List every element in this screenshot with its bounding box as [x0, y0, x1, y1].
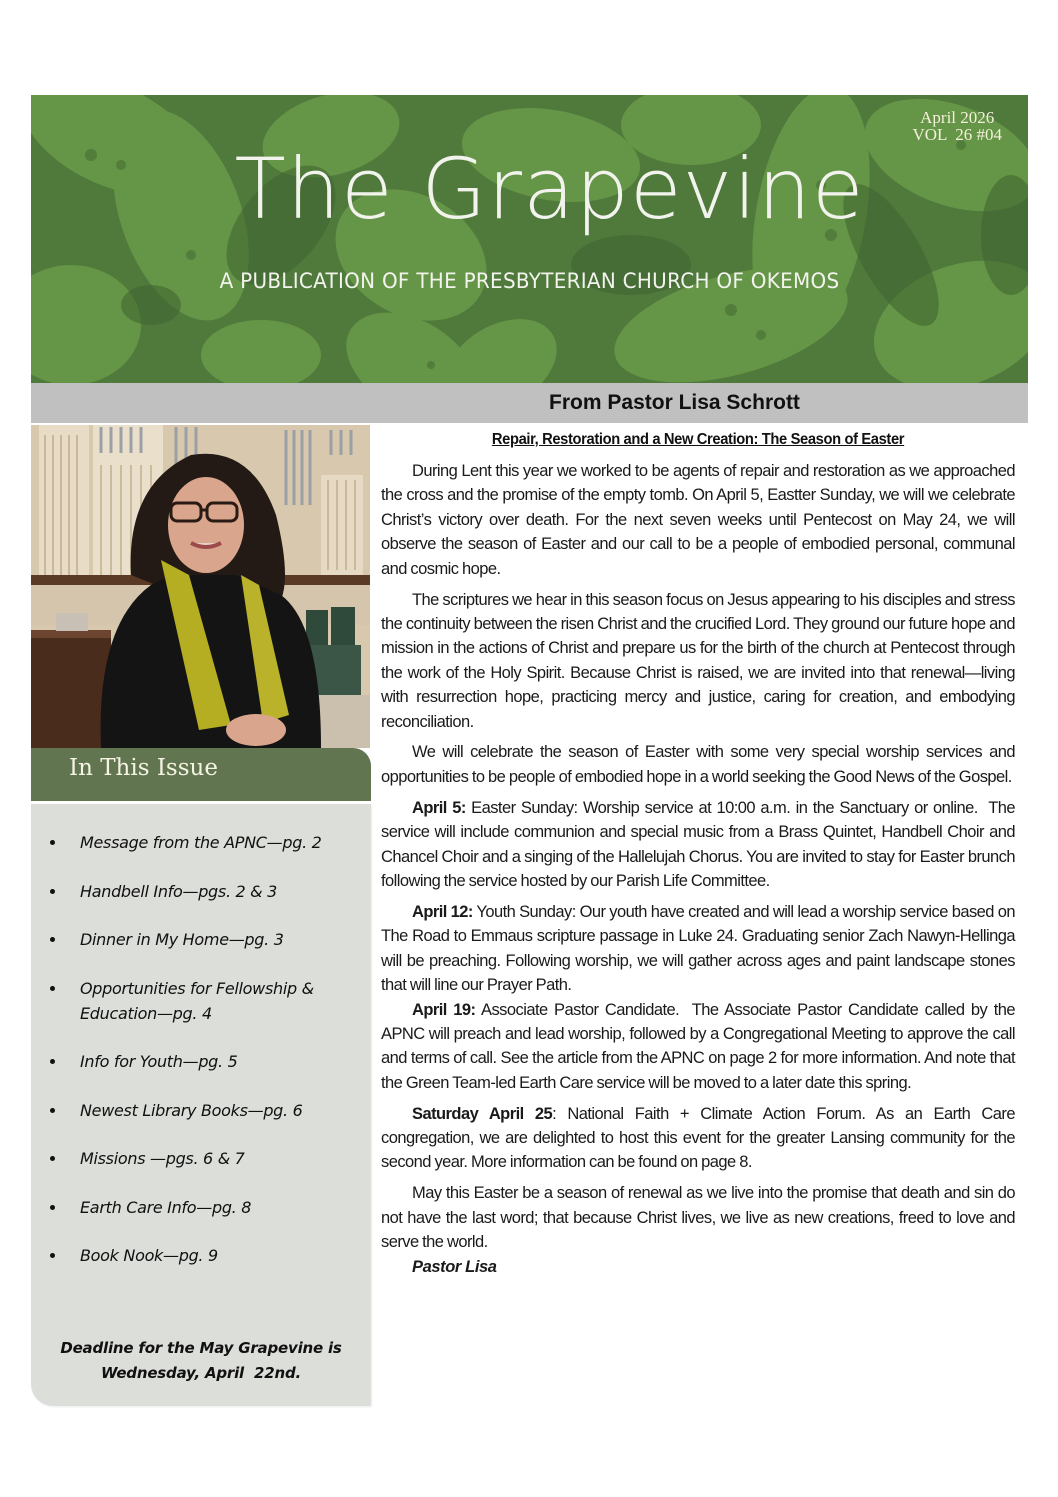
paragraph-text: : National Faith + Climate Action Forum. As an Earth Care congregation, we are delighted to host this event for the greater Lansing community for the second year. More information can be found on page 8.: [381, 1104, 1015, 1172]
pastor-portrait-image: [31, 425, 370, 748]
toc-item-label: Opportunities for Fellowship & Education—pg. 4: [80, 978, 314, 1023]
paragraph-lead: Saturday April 25: [412, 1104, 553, 1123]
toc-item[interactable]: [31, 1049, 371, 1074]
paragraph-lead: April 5:: [412, 798, 466, 817]
toc-item-label: Earth Care Info—pg. 8: [80, 1197, 252, 1217]
toc-list: [31, 830, 371, 1292]
bullet-icon: [50, 1156, 55, 1161]
article-paragraph: [381, 998, 1019, 1096]
section-band: [31, 383, 1028, 423]
bullet-icon: [50, 889, 55, 894]
toc-item[interactable]: [31, 927, 371, 952]
bullet-icon: [50, 986, 55, 991]
bullet-icon: [50, 1108, 55, 1113]
toc-item-label: Newest Library Books—pg. 6: [80, 1100, 303, 1120]
deadline-notice: [31, 1336, 371, 1386]
bullet-icon: [50, 937, 55, 942]
article-paragraph: [381, 740, 1015, 789]
toc-item-label: Handbell Info—pgs. 2 & 3: [80, 881, 278, 901]
paragraph-text: Youth Sunday: Our youth have created and will lead a worship service based on The Road to Emmaus scripture passage in Luke 24. Graduating senior Zach Nawyn-Hellinga will be preaching. Following worship, we will gather across ages and paint landscape stones that will line our Prayer Path.: [381, 902, 1015, 995]
toc-item-label: Message from the APNC—pg. 2: [80, 833, 322, 852]
article-paragraph: [381, 588, 1015, 734]
toc-item-label: Missions —pgs. 6 & 7: [80, 1149, 245, 1168]
masthead-banner: [31, 95, 1028, 383]
pastor-article: [381, 427, 1019, 1279]
issue-date: [912, 109, 1002, 143]
deadline-line-1: Deadline for the May Grapevine is: [60, 1339, 342, 1357]
bullet-icon: [50, 1059, 55, 1064]
bullet-icon: [50, 1253, 55, 1258]
toc-item[interactable]: [31, 1146, 371, 1171]
toc-item-label: Book Nook—pg. 9: [80, 1246, 218, 1265]
toc-item[interactable]: [31, 1243, 371, 1268]
paragraph-text: May this Easter be a season of renewal as we live into the promise that death and sin do not have the last word; that because Christ lives, we live as new creations, freed to love and serve the world.: [381, 1184, 1015, 1252]
newsletter-title: The Grapevine: [234, 140, 865, 238]
toc-item[interactable]: [31, 830, 371, 855]
bullet-icon: [50, 840, 55, 845]
article-paragraph: [381, 1181, 1015, 1254]
deadline-line-2: Wednesday, April 22nd.: [100, 1364, 302, 1382]
newsletter-subtitle: A PUBLICATION OF THE PRESBYTERIAN CHURCH OF OKEMOS: [219, 269, 840, 293]
toc-item[interactable]: [31, 976, 371, 1026]
pastor-photo: [31, 425, 370, 748]
toc-item-label: Info for Youth—pg. 5: [80, 1052, 238, 1071]
article-signature: Pastor Lisa: [412, 1257, 497, 1276]
article-paragraph: [381, 796, 1019, 894]
article-paragraph: [381, 900, 1015, 998]
paragraph-text: Associate Pastor Candidate. The Associate Pastor Candidate called by the APNC will preach and lead worship, followed by a Congregational Meeting to approve the call and terms of call. See the article from the APNC on page 2 for more information. And note that the Green Team-led Earth Care service will be moved to a later date this spring.: [381, 1000, 1019, 1092]
in-this-issue-header: [31, 748, 371, 801]
bullet-icon: [50, 1205, 55, 1210]
toc-item[interactable]: [31, 879, 371, 904]
paragraph-text: During Lent this year we worked to be agents of repair and restoration as we approached the cross and the promise of the empty tomb. On April 5, Eastter Sunday, we will we celebrate Christ’s victory over death. For the next seven weeks until Pentecost on May 24, we will observe the season of Easter and our call to be a people of embodied personal, communal and cosmic hope.: [381, 462, 1015, 578]
article-paragraph: [381, 459, 1015, 581]
paragraph-text: Easter Sunday: Worship service at 10:00 a.m. in the Sanctuary or online. The service will include communion and special music from a Brass Quintet, Handbell Choir and Chancel Choir and a singing of the Hallelujah Chorus. You are invited to stay for Easter brunch following the service hosted by our Parish Life Committee.: [381, 798, 1019, 890]
toc-item[interactable]: [31, 1195, 371, 1220]
toc-item-label: Dinner in My Home—pg. 3: [80, 930, 284, 949]
toc-item[interactable]: [31, 1098, 371, 1123]
section-title: From Pastor Lisa Schrott: [549, 391, 800, 414]
article-heading: Repair, Restoration and a New Creation: The Season of Easter: [491, 431, 905, 448]
paragraph-text: We will celebrate the season of Easter with some very special worship services and opportunities to be people of embodied hope in a world seeking the Good News of the Gospel.: [381, 743, 1015, 786]
in-this-issue-box: [31, 804, 371, 1406]
paragraph-lead: April 19:: [412, 1000, 476, 1019]
issue-volume: VOL 26 #04: [912, 125, 1002, 144]
paragraph-text: The scriptures we hear in this season focus on Jesus appearing to his disciples and stress the continuity between the risen Christ and the crucified Lord. They ground our future hope and mission in the actions of Christ and prepare us for the birth of the church at Pentecost through the work of the Holy Spirit. Because Christ is raised, we are invited into that renewal—living with resurrection hope, practicing mercy and justice, caring for creation, and embodying reconciliation.: [381, 590, 1015, 731]
in-this-issue-title: In This Issue: [69, 755, 218, 781]
issue-month: April 2026: [920, 108, 995, 127]
article-paragraph: [381, 1102, 1015, 1175]
paragraph-lead: April 12:: [412, 902, 473, 921]
